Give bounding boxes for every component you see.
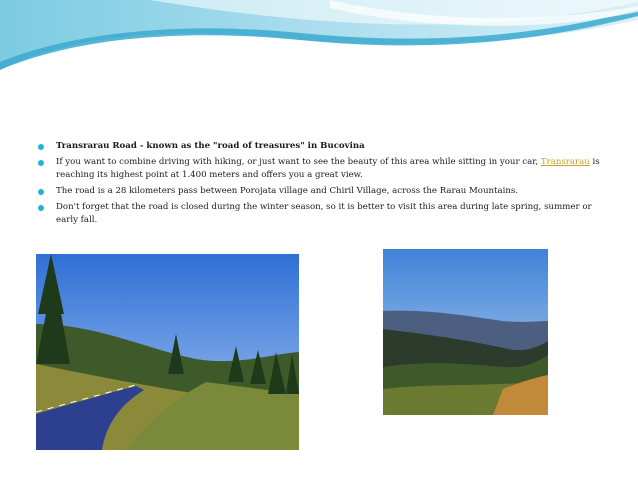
bullet-icon	[38, 205, 44, 211]
header-wave-decoration	[0, 0, 638, 80]
bullet-text: The road is a 28 kilometers pass between Porojata village and Chiril Village, across the Rarau Mountains.	[56, 186, 519, 196]
bullet-icon	[38, 189, 44, 195]
bullet-text: Don't forget that the road is closed during the winter season, so it is better to visit this area during late spring, summer or early fall.	[56, 202, 592, 225]
bullet-icon	[38, 160, 44, 166]
bullet-text-after: is reaching its highest point at 1.400 meters and offers you a great view.	[56, 157, 600, 180]
bullet-item-season	[36, 201, 606, 227]
bullet-icon	[38, 144, 44, 150]
transrarau-link[interactable]: Transrarau	[540, 157, 590, 167]
bullet-item-distance	[36, 185, 606, 198]
mountain-valley-photo	[383, 249, 548, 415]
bullet-list	[36, 140, 606, 230]
mountain-road-photo	[36, 254, 299, 450]
bullet-item-driving	[36, 156, 606, 182]
bullet-item-title	[36, 140, 606, 153]
bullet-text: Transrarau Road - known as the "road of treasures" in Bucovina	[56, 141, 365, 151]
bullet-text-before: If you want to combine driving with hiking, or just want to see the beauty of this area while sitting in your car,	[56, 157, 541, 167]
